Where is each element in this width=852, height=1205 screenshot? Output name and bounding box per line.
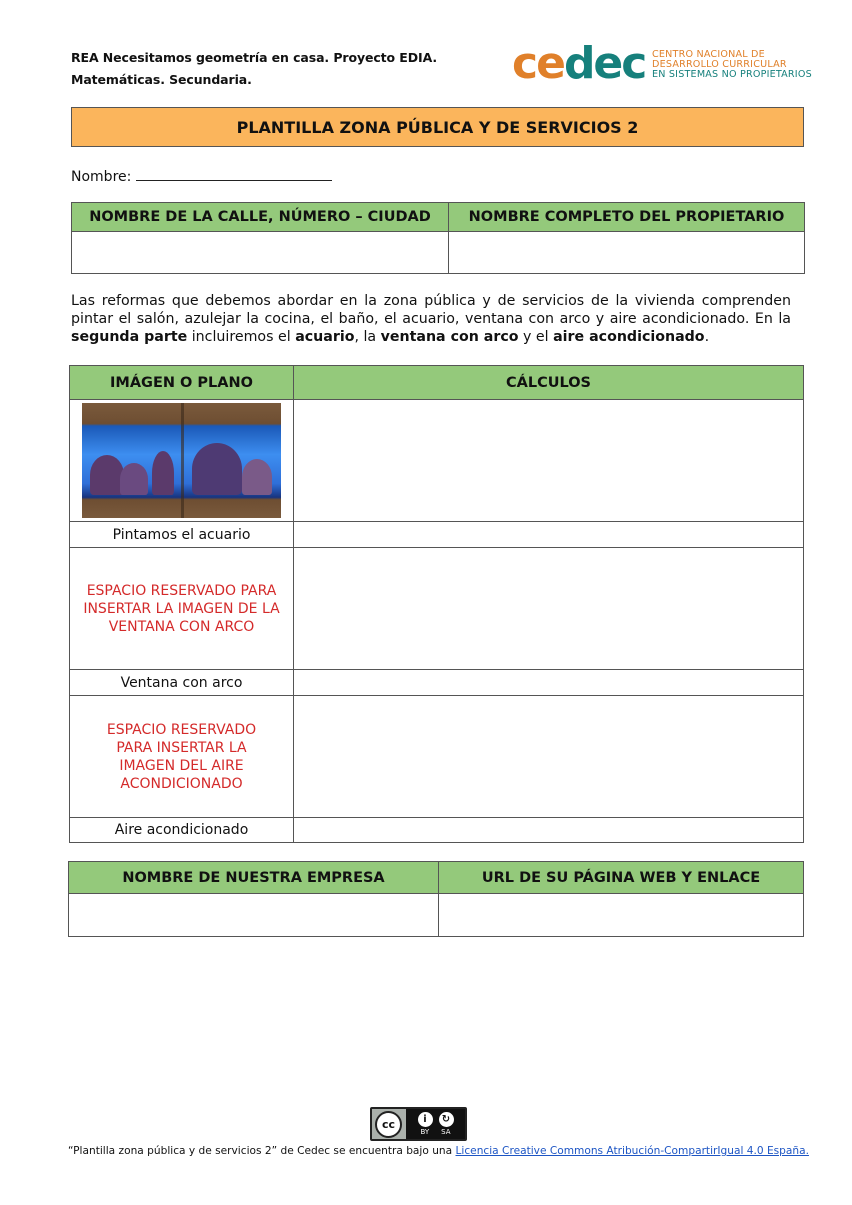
cc-license-badge[interactable] [370,1107,467,1141]
aquarium-image-cell [70,400,294,522]
sa-share-icon: ↻ [439,1112,454,1127]
aquarium-calc-cell[interactable] [294,400,804,522]
nombre-field [71,166,332,185]
aquarium-image [82,403,281,518]
company-col-name: NOMBRE DE NUESTRA EMPRESA [69,862,439,894]
company-name-cell[interactable] [69,894,439,937]
window-calc-cell[interactable] [294,548,804,670]
page-title: PLANTILLA ZONA PÚBLICA Y DE SERVICIOS 2 [71,107,804,147]
footer-text: “Plantilla zona pública y de servicios 2” de Cedec se encuentra bajo una [68,1145,456,1157]
by-person-icon: i [418,1112,433,1127]
logo-part-2: dec [563,38,646,89]
owner-col-owner: NOMBRE COMPLETO DEL PROPIETARIO [449,203,805,232]
ac-calc-result[interactable] [294,818,804,843]
window-caption: Ventana con arco [70,670,294,696]
window-image-placeholder: ESPACIO RESERVADO PARA INSERTAR LA IMAGEN DE LA VENTANA CON ARCO [70,548,294,670]
ac-calc-cell[interactable] [294,696,804,818]
owner-table [71,202,805,274]
by-label: BY [420,1128,430,1136]
logo-sub-1: CENTRO NACIONAL DE [652,49,765,60]
aquarium-calc-result[interactable] [294,522,804,548]
intro-paragraph: Las reformas que debemos abordar en la zona pública y de servicios de la vivienda comprenden pintar el salón, azulejar la cocina, el baño, el acuario, ventana con arco y aire acondicionado. En la segunda parte incluiremos el acuario, la ventana con arco y el aire acondicionado. [71,293,791,345]
footer-attribution [68,1145,809,1157]
calc-table [69,365,804,843]
nombre-blank-line[interactable] [136,166,332,181]
nombre-label: Nombre: [71,169,132,185]
sa-label: SA [441,1128,451,1136]
header-line-2: Matemáticas. Secundaria. [71,72,252,87]
window-calc-result[interactable] [294,670,804,696]
aquarium-caption: Pintamos el acuario [70,522,294,548]
owner-col-street: NOMBRE DE LA CALLE, NÚMERO – CIUDAD [72,203,449,232]
logo-sub-3: EN SISTEMAS NO PROPIETARIOS [652,69,812,80]
street-input-cell[interactable] [72,232,449,274]
calc-col-calculos: CÁLCULOS [294,366,804,400]
logo-sub-2: DESARROLLO CURRICULAR [652,59,787,70]
company-col-url: URL DE SU PÁGINA WEB Y ENLACE [439,862,804,894]
owner-input-cell[interactable] [449,232,805,274]
cedec-logo [512,40,812,90]
company-table [68,861,804,937]
ac-image-placeholder: ESPACIO RESERVADO PARA INSERTAR LA IMAGEN DEL AIRE ACONDICIONADO [70,696,294,818]
company-url-cell[interactable] [439,894,804,937]
cc-icon: cc [375,1111,402,1138]
calc-col-image: IMÁGEN O PLANO [70,366,294,400]
ac-caption: Aire acondicionado [70,818,294,843]
license-link[interactable]: Licencia Creative Commons Atribución-CompartirIgual 4.0 España. [455,1145,809,1157]
header-line-1: REA Necesitamos geometría en casa. Proyecto EDIA. [71,50,438,65]
logo-part-1: ce [512,38,564,89]
